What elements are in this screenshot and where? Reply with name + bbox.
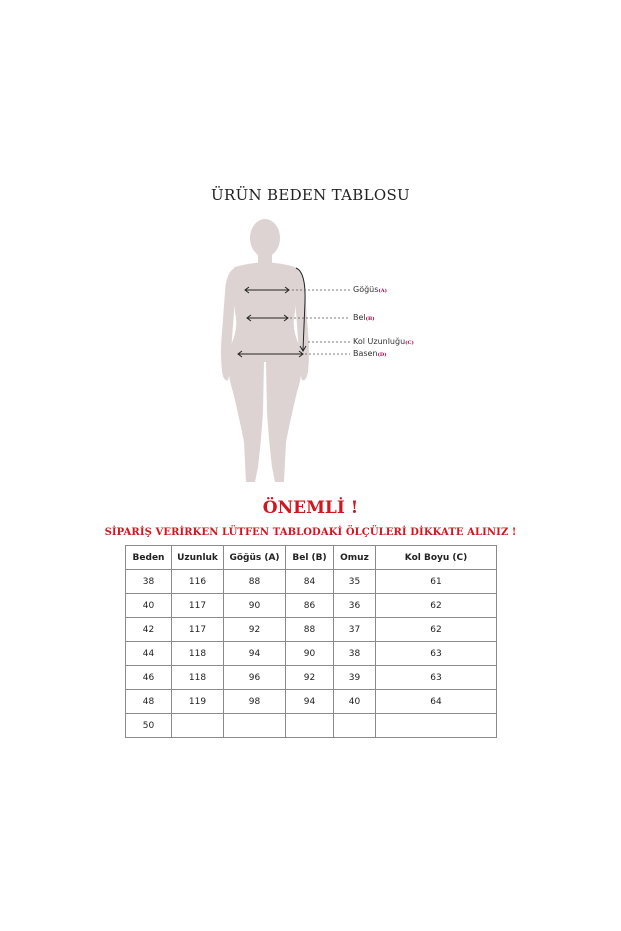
- table-cell: 40: [126, 594, 172, 618]
- table-cell: 64: [376, 690, 497, 714]
- table-cell: 92: [286, 666, 334, 690]
- header-gogus: Göğüs (A): [224, 546, 286, 570]
- table-cell: 88: [286, 618, 334, 642]
- table-cell: 40: [334, 690, 376, 714]
- hip-code: (D): [377, 352, 387, 358]
- body-measurement-figure: [200, 212, 430, 494]
- chest-label: [353, 285, 387, 294]
- table-cell: 118: [172, 642, 224, 666]
- table-cell: 63: [376, 666, 497, 690]
- header-kol-boyu: Kol Boyu (C): [376, 546, 497, 570]
- table-row: [126, 618, 497, 642]
- table-cell: 94: [286, 690, 334, 714]
- table-cell: 86: [286, 594, 334, 618]
- important-heading: ÖNEMLİ !: [262, 498, 359, 518]
- sleeve-label: [353, 337, 414, 346]
- table-cell: 119: [172, 690, 224, 714]
- table-cell: 84: [286, 570, 334, 594]
- table-cell: 38: [126, 570, 172, 594]
- waist-label: [353, 313, 375, 322]
- table-cell: 42: [126, 618, 172, 642]
- chest-code: (A): [378, 288, 388, 294]
- waist-code: (B): [365, 316, 375, 322]
- chest-label-text: Göğüs: [353, 285, 379, 294]
- table-cell: [376, 714, 497, 738]
- table-row: [126, 642, 497, 666]
- size-table: [125, 545, 497, 738]
- hip-label: [353, 349, 387, 358]
- header-beden: Beden: [126, 546, 172, 570]
- woman-silhouette-icon: [200, 212, 430, 494]
- hip-label-text: Basen: [353, 349, 378, 358]
- table-row: [126, 714, 497, 738]
- page-title: ÜRÜN BEDEN TABLOSU: [211, 186, 410, 204]
- table-cell: 61: [376, 570, 497, 594]
- table-cell: [224, 714, 286, 738]
- table-cell: 90: [224, 594, 286, 618]
- table-cell: 35: [334, 570, 376, 594]
- table-cell: 37: [334, 618, 376, 642]
- table-cell: 118: [172, 666, 224, 690]
- table-cell: [286, 714, 334, 738]
- table-cell: 62: [376, 594, 497, 618]
- table-cell: 46: [126, 666, 172, 690]
- header-bel: Bel (B): [286, 546, 334, 570]
- table-row: [126, 690, 497, 714]
- table-cell: 50: [126, 714, 172, 738]
- table-cell: 88: [224, 570, 286, 594]
- table-cell: 92: [224, 618, 286, 642]
- table-cell: 90: [286, 642, 334, 666]
- sleeve-code: (C): [405, 340, 414, 346]
- table-cell: 98: [224, 690, 286, 714]
- table-cell: 48: [126, 690, 172, 714]
- table-cell: 63: [376, 642, 497, 666]
- sleeve-label-text: Kol Uzunluğu: [353, 337, 406, 346]
- order-warning: SİPARİŞ VERİRKEN LÜTFEN TABLODAKİ ÖLÇÜLERİ DİKKATE ALINIZ !: [104, 527, 517, 538]
- table-cell: 117: [172, 594, 224, 618]
- table-cell: [334, 714, 376, 738]
- table-header-row: [126, 546, 497, 570]
- table-cell: 36: [334, 594, 376, 618]
- table-row: [126, 594, 497, 618]
- table-cell: [172, 714, 224, 738]
- table-cell: 117: [172, 618, 224, 642]
- table-cell: 38: [334, 642, 376, 666]
- table-cell: 62: [376, 618, 497, 642]
- table-row: [126, 666, 497, 690]
- table-cell: 94: [224, 642, 286, 666]
- table-cell: 39: [334, 666, 376, 690]
- waist-label-text: Bel: [353, 313, 366, 322]
- table-cell: 96: [224, 666, 286, 690]
- table-cell: 116: [172, 570, 224, 594]
- header-omuz: Omuz: [334, 546, 376, 570]
- header-uzunluk: Uzunluk: [172, 546, 224, 570]
- table-row: [126, 570, 497, 594]
- table-cell: 44: [126, 642, 172, 666]
